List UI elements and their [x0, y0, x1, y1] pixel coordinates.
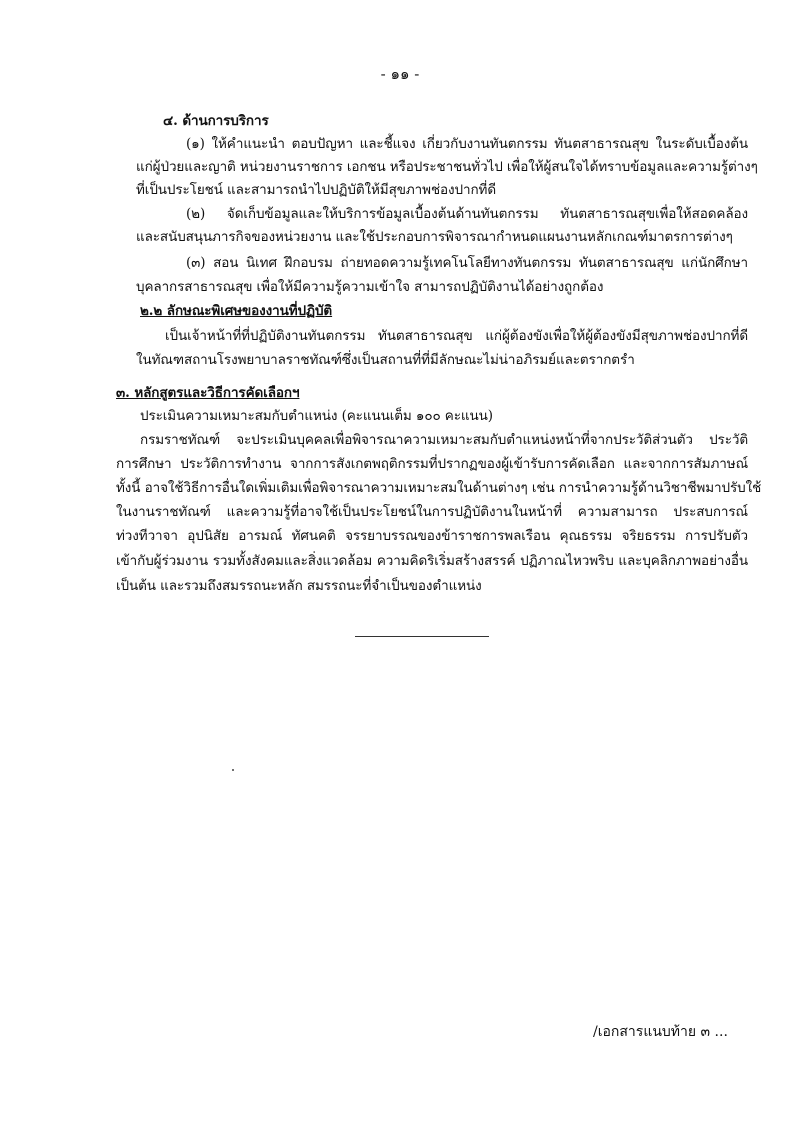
- criteria-line-1: กรมราชทัณฑ์ จะประเมินบุคคลเพื่อพิจารณาความเหมาะสมกับตำแหน่งหน้าที่จากประวัติส่วนตัว ประวัติ: [140, 432, 748, 448]
- service-item-1-line-1: (๑) ให้คำแนะนำ ตอบปัญหา และชี้แจง เกี่ยวกับงานทันตกรรม ทันตสาธารณสุข ในระดับเบื้องต้น: [186, 136, 748, 152]
- criteria-line-2: การศึกษา ประวัติการทำงาน จากการสังเกตพฤติกรรมที่ปรากฏของผู้เข้ารับการคัดเลือก และจากการสัมภาษณ์: [116, 456, 748, 472]
- scan-speck: [232, 769, 234, 771]
- section-heading-special: ๒.๒ ลักษณะพิเศษของงานที่ปฏิบัติ: [140, 303, 333, 319]
- criteria-subheading: ประเมินความเหมาะสมกับตำแหน่ง (คะแนนเต็ม ๑๐๐ คะแนน): [140, 408, 493, 424]
- footer-continuation: /เอกสารแนบท้าย ๓ ...: [593, 1024, 728, 1040]
- service-item-2-line-1: (๒) จัดเก็บข้อมูลและให้บริการข้อมูลเบื้องต้นด้านทันตกรรม ทันตสาธารณสุขเพื่อให้สอดคล้อง: [186, 206, 748, 222]
- service-item-1-line-2: แก่ผู้ป่วยและญาติ หน่วยงานราชการ เอกชน หรือประชาชนทั่วไป เพื่อให้ผู้สนใจได้ทราบข้อมูลและความรู้ต่างๆ: [136, 159, 758, 175]
- service-item-2-line-2: และสนับสนุนภารกิจของหน่วยงาน และใช้ประกอบการพิจารณากำหนดแผนงานหลักเกณฑ์มาตรการต่างๆ: [136, 229, 733, 245]
- special-line-1: เป็นเจ้าหน้าที่ที่ปฏิบัติงานทันตกรรม ทันตสาธารณสุข แก่ผู้ต้องขังเพื่อให้ผู้ต้องขังมีสุขภาพช่องปากที่ดี: [165, 328, 748, 344]
- service-item-3-line-1: (๓) สอน นิเทศ ฝึกอบรม ถ่ายทอดความรู้เทคโนโลยีทางทันตกรรม ทันตสาธารณสุข แก่นักศึกษา: [186, 255, 748, 271]
- special-line-2: ในทัณฑสถานโรงพยาบาลราชทัณฑ์ซึ่งเป็นสถานที่ที่มีลักษณะไม่น่าอภิรมย์และตรากตรำ: [136, 352, 635, 368]
- criteria-line-5: ท่วงทีวาจา อุปนิสัย อารมณ์ ทัศนคติ จรรยาบรรณของข้าราชการพลเรือน คุณธรรม จริยธรรม การปรับตัว: [116, 528, 748, 544]
- section-heading-service: ๔. ด้านการบริการ: [163, 113, 269, 129]
- separator-line: [355, 636, 489, 637]
- criteria-line-4: ในงานราชทัณฑ์ และความรู้ที่อาจใช้เป็นประโยชน์ในการปฏิบัติงานในหน้าที่ ความสามารถ ประสบการณ์: [116, 504, 748, 520]
- service-item-1-line-3: ที่เป็นประโยชน์ และสามารถนำไปปฏิบัติให้มีสุขภาพช่องปากที่ดี: [136, 182, 497, 198]
- page-number: - ๑๑ -: [380, 65, 420, 83]
- service-item-3-line-2: บุคลากรสาธารณสุข เพื่อให้มีความรู้ความเข้าใจ สามารถปฏิบัติงานได้อย่างถูกต้อง: [136, 279, 604, 295]
- criteria-line-3: ทั้งนี้ อาจใช้วิธีการอื่นใดเพิ่มเติมเพื่อพิจารณาความเหมาะสมในด้านต่างๆ เช่น การนำความรู้ด้านวิชาชีพมาปรับใช้: [116, 480, 762, 496]
- section-heading-criteria: ๓. หลักสูตรและวิธีการคัดเลือกฯ: [116, 385, 300, 401]
- criteria-line-6: เข้ากับผู้ร่วมงาน รวมทั้งสังคมและสิ่งแวดล้อม ความคิดริเริ่มสร้างสรรค์ ปฏิภาณไหวพริบ และบุคลิกภาพอย่างอื่น: [116, 553, 748, 569]
- criteria-line-7: เป็นต้น และรวมถึงสมรรถนะหลัก สมรรถนะที่จำเป็นของตำแหน่ง: [116, 578, 482, 594]
